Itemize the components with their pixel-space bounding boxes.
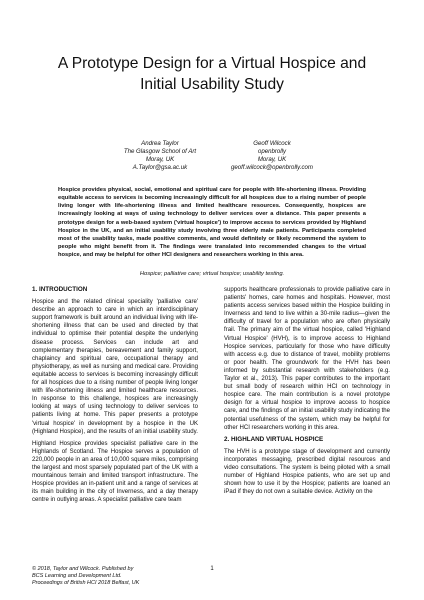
body-paragraph: Highland Hospice provides specialist palliative care in the Highlands of Scotland. The Hospice serves a population of 220,000 people in an area of 10,000 square miles, comprising the largest and most sparsely populated part of the UK with a mountainous terrain and limited transport infrastructure. The Hospice provides an in-patient unit and a range of services at its main building in the city of Inverness, and a day therapy centre in outlying areas. A specialist palliative care team <box>32 440 198 504</box>
section-heading: 2. HIGHLAND VIRTUAL HOSPICE <box>224 435 324 443</box>
body-paragraph: Hospice and the related clinical speciality 'palliative care' describe an approach to care in which an interdisciplinary support framework is built around an individual living with life-shortening illness that can be used and directed by that individual to optimise their potential despite the underlying disease process. Services can include art and complementary therapies, bereavement and family support, chaplaincy and spiritual care, occupational therapy and physiotherapy, as well as nursing and medical care. Providing equitable access to services is becoming increasingly difficult for all hospices due to a rising number of people living longer with life-shortening illness and limited healthcare resources. In response to this challenge, hospices are increasingly looking at ways of using technology to deliver services to patients living at home. This paper presents a prototype 'virtual hospice' in development by a hospice in the UK (Highland Hospice), and the results of an initial usability study. <box>32 299 198 435</box>
author-email: geoff.wilcock@openbrolly.com <box>231 164 313 171</box>
author-name: Andrea Taylor <box>141 140 179 147</box>
author-affiliation: The Glasgow School of Art <box>123 148 197 155</box>
keywords: Hospice; palliative care; virtual hospice; usability testing. <box>139 271 285 277</box>
page-number: 1 <box>210 566 214 572</box>
author-location: Moray, UK <box>257 156 287 163</box>
right-column <box>224 286 390 500</box>
copyright-footer <box>32 566 212 587</box>
author-block <box>212 140 332 172</box>
body-paragraph: The HVH is a prototype stage of development and currently incorporates messaging, prescribed digital resources and video consultations. The system is being piloted with a small number of Highland Hospice patients, who are set up and shown how to use it by the Hospice; patients are loaned an iPad if they do not own a suitable device. Activity on the <box>224 448 390 496</box>
author-block <box>100 140 220 172</box>
body-paragraph: supports healthcare professionals to provide palliative care in patients' homes, care homes and hospitals. However, most patients access services based within the Hospice building in Inverness and tend to live within a 30-mile radius—given the difficulty of travel for a population who are often physically frail. The primary aim of the virtual hospice, called 'Highland Virtual Hospice' (HVH), is to improve access to Highland Hospice services, particularly for those who have difficulty with access e.g. due to distance of travel, mobility problems or poor health. The groundwork for the HVH has been informed by substantial research with stakeholders (e.g. Taylor et al., 2013). This paper contributes to the important but small body of research within HCI on technology in hospice care. The main contribution is a novel prototype design for a virtual hospice to improve access to hospice care, and the findings of an initial usability study indicating the potential usefulness of the system, which may be helpful for other HCI researchers working in this area. <box>224 287 390 431</box>
abstract: Hospice provides physical, social, emotional and spiritual care for people with life-shortening illness. Providing equitable access to services is becoming increasingly difficult for all hospices due to a rising number of people living longer with life-shortening illness and limited healthcare resources. Consequently, hospices are increasingly looking at ways of using technology to deliver services over a distance. This paper presents a prototype design for a web-based system ('virtual hospice') to improve access to services provided by Highland Hospice in the UK, and an initial usability study involving three elderly male patients. Participants completed most of the usability tasks, made positive comments, and would definitely or likely recommend the system to people who might benefit from it. The findings were translated into recommended changes to the virtual hospice, and may be helpful for other HCI designers and researchers working in this area. <box>58 187 366 259</box>
paper-title: A Prototype Design for a Virtual Hospice and Initial Usability Study <box>57 55 367 93</box>
left-column <box>32 286 198 508</box>
author-name: Geoff Wilcock <box>253 140 291 147</box>
footer-line: © 2018, Taylor and Wilcock. Published by <box>32 566 134 572</box>
author-affiliation: openbrolly <box>257 148 287 155</box>
footer-line: BCS Learning and Development Ltd. <box>32 573 122 579</box>
author-location: Moray, UK <box>145 156 175 163</box>
author-email: A.Taylor@gsa.ac.uk <box>132 164 188 171</box>
footer-line: Proceedings of British HCI 2018 Belfast, UK <box>32 580 140 586</box>
section-heading: 1. INTRODUCTION <box>32 286 88 293</box>
